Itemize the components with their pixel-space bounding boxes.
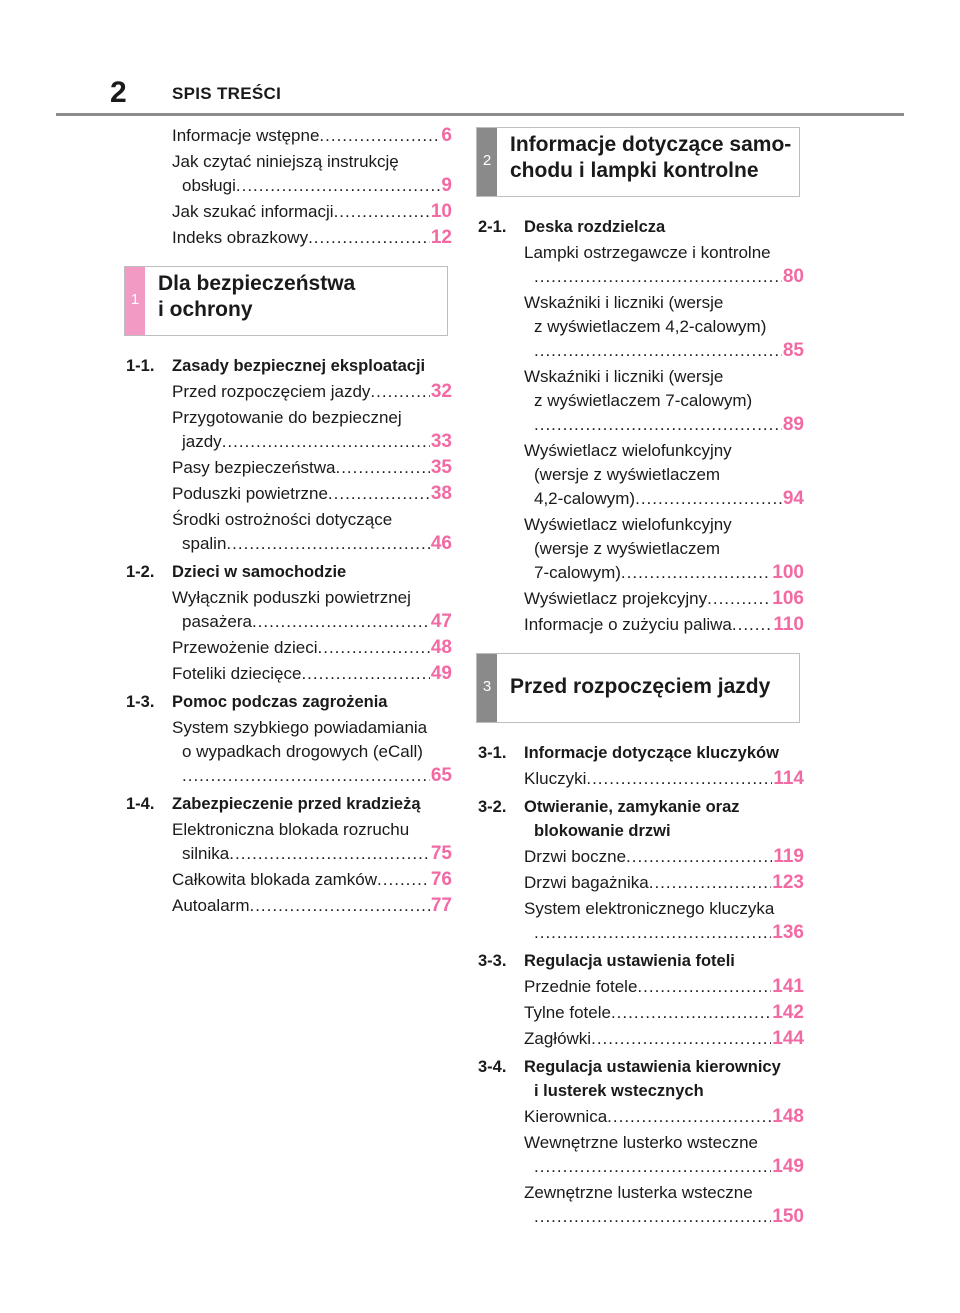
toc-entry-label: Całkowita blokada zamków <box>172 870 378 889</box>
page-link[interactable]: 123 <box>772 872 804 893</box>
toc-entry-label: Pasy bezpieczeństwa <box>172 458 336 477</box>
toc-entry-leader <box>126 868 452 892</box>
dot-leader <box>534 1155 771 1179</box>
toc-entry-label: Kierownica <box>524 1107 608 1126</box>
page-link[interactable]: 48 <box>430 637 452 658</box>
toc-entry-label: Wyświetlacz wielofunkcyjny <box>524 441 732 460</box>
dot-leader <box>308 226 430 250</box>
toc-entry-label: Lampki ostrzegawcze i kontrolne <box>524 243 771 262</box>
section-name: blokowanie drzwi <box>534 822 671 840</box>
dot-leader <box>229 842 430 866</box>
toc-entry-leader <box>478 767 804 791</box>
section-name: Informacje dotyczące kluczyków <box>524 744 779 762</box>
toc-entry[interactable] <box>126 226 452 250</box>
toc-entry[interactable] <box>478 291 804 363</box>
toc-entry-label: Poduszki powietrzne <box>172 484 328 503</box>
toc-entry-label: Jak czytać niniejszą instrukcję <box>172 152 399 171</box>
dot-leader <box>611 1001 771 1025</box>
dot-leader <box>534 413 782 437</box>
section-number: 3-3. <box>478 952 507 970</box>
toc-entry-label: silnika <box>182 844 230 863</box>
toc-entry[interactable] <box>478 365 804 437</box>
section-number: 3-4. <box>478 1058 507 1076</box>
section-name: Deska rozdzielcza <box>524 218 666 236</box>
toc-entry-label: Drzwi boczne <box>524 847 627 866</box>
section-number: 3-2. <box>478 798 507 816</box>
section-number: 1-2. <box>126 563 155 581</box>
page-link[interactable]: 76 <box>430 869 452 890</box>
toc-entry[interactable] <box>478 587 804 611</box>
section-name: Regulacja ustawienia kierownicy <box>524 1058 781 1076</box>
page-link[interactable]: 144 <box>772 1028 804 1049</box>
toc-entry-leader <box>126 842 452 866</box>
toc-entry-label: Wewnętrzne lusterko wsteczne <box>524 1133 759 1152</box>
toc-entry-label: Środki ostrożności dotyczące <box>172 510 393 529</box>
toc-entry-label: (wersje z wyświetlaczem <box>534 539 721 558</box>
page-link[interactable]: 114 <box>773 768 804 789</box>
toc-entry-label: Indeks obrazkowy <box>172 228 309 247</box>
toc-entry-leader <box>478 1155 804 1179</box>
page-link[interactable]: 75 <box>430 843 452 864</box>
chapter-title: Przed rozpoczęciem jazdy <box>510 675 771 698</box>
section-heading[interactable] <box>478 949 804 973</box>
page-link[interactable]: 6 <box>441 125 452 146</box>
dot-leader <box>319 124 440 148</box>
dot-leader <box>252 610 430 634</box>
toc-entry-leader <box>478 339 804 363</box>
page-link[interactable]: 110 <box>773 614 804 635</box>
toc-entry-leader <box>478 587 804 611</box>
toc-entry-leader <box>478 1001 804 1025</box>
toc-entry-leader <box>126 662 452 686</box>
toc-entry-leader <box>126 894 452 918</box>
dot-leader <box>182 764 430 788</box>
page-link[interactable]: 149 <box>772 1156 804 1177</box>
toc-entry-label: System szybkiego powiadamiania <box>172 718 428 737</box>
chapter-title-line: chodu i lampki kontrolne <box>510 159 759 182</box>
toc-entry-leader <box>478 1205 804 1229</box>
dot-leader <box>649 871 772 895</box>
page-link[interactable]: 85 <box>782 340 804 361</box>
toc-entry[interactable] <box>126 200 452 224</box>
toc-entry[interactable] <box>478 975 804 999</box>
section-heading[interactable] <box>126 690 452 714</box>
page-link[interactable]: 141 <box>772 976 804 997</box>
toc-entry[interactable] <box>126 586 452 634</box>
chapter-title-line: Dla bezpieczeństwa <box>158 272 356 295</box>
toc-entry-label: o wypadkach drogowych (eCall) <box>182 742 423 761</box>
toc-entry[interactable] <box>126 662 452 686</box>
toc-entry[interactable] <box>478 1181 804 1229</box>
section-name: Regulacja ustawienia foteli <box>524 952 735 970</box>
page-link[interactable]: 9 <box>441 175 452 196</box>
toc-entry-label: Elektroniczna blokada rozruchu <box>172 820 410 839</box>
toc-entry[interactable] <box>478 613 804 637</box>
toc-entry-leader <box>478 487 804 511</box>
chapter-title <box>158 271 355 323</box>
page-title: SPIS TREŚCI <box>172 84 282 103</box>
toc-entry[interactable] <box>126 716 452 788</box>
toc-entry[interactable] <box>478 1001 804 1025</box>
dot-leader <box>621 561 771 585</box>
page-link[interactable]: 148 <box>772 1106 804 1127</box>
page-link[interactable]: 142 <box>772 1002 804 1023</box>
section-heading[interactable] <box>478 795 804 843</box>
toc-entry-leader <box>126 456 452 480</box>
toc-entry-leader <box>126 482 452 506</box>
toc-entry-label: Przewożenie dzieci <box>172 638 318 657</box>
dot-leader <box>226 532 429 556</box>
section-name: i lusterek wstecznych <box>534 1082 704 1100</box>
page-link[interactable]: 94 <box>782 488 804 509</box>
page-link[interactable]: 80 <box>782 266 804 287</box>
toc-entry-label: Zewnętrzne lusterka wsteczne <box>524 1183 753 1202</box>
toc-entry[interactable] <box>126 380 452 404</box>
toc-entry-label: Wyświetlacz wielofunkcyjny <box>524 515 732 534</box>
section-heading[interactable] <box>126 792 452 816</box>
dot-leader <box>591 1027 771 1051</box>
page-link[interactable]: 77 <box>430 895 452 916</box>
toc-entry[interactable] <box>126 456 452 480</box>
toc-entry-leader <box>478 413 804 437</box>
section-heading[interactable] <box>126 354 452 378</box>
toc-entry-leader <box>478 845 804 869</box>
dot-leader <box>301 662 429 686</box>
dot-leader <box>377 868 430 892</box>
toc-entry-leader <box>126 174 452 198</box>
page-link[interactable]: 65 <box>430 765 452 786</box>
page-link[interactable]: 136 <box>772 922 804 943</box>
chapter-title-line: i ochrony <box>158 298 253 321</box>
section-name: Zabezpieczenie przed kradzieżą <box>172 795 421 813</box>
toc-entry[interactable] <box>478 513 804 585</box>
chapter-header[interactable] <box>476 653 800 723</box>
dot-leader <box>732 613 772 637</box>
toc-entry-label: Wyświetlacz projekcyjny <box>524 589 708 608</box>
page-number: 2 <box>110 76 127 109</box>
toc-entry-leader <box>126 764 452 788</box>
page-link[interactable]: 47 <box>430 611 452 632</box>
section-number: 1-3. <box>126 693 155 711</box>
toc-entry[interactable] <box>478 767 804 791</box>
section-name: Dzieci w samochodzie <box>172 563 347 581</box>
page-link[interactable]: 12 <box>430 227 452 248</box>
toc-entry-leader <box>478 1027 804 1051</box>
page-link[interactable]: 100 <box>772 562 804 583</box>
toc-entry-leader <box>126 532 452 556</box>
toc-entry-leader <box>126 610 452 634</box>
dot-leader <box>534 921 771 945</box>
toc-entry-label: Wskaźniki i liczniki (wersje <box>524 367 724 386</box>
toc-entry[interactable] <box>126 406 452 454</box>
chapter-title-line: Informacje dotyczące samo- <box>510 133 792 156</box>
toc-entry-label: z wyświetlaczem 4,2-calowym) <box>534 317 767 336</box>
toc-entry-leader <box>126 636 452 660</box>
toc-entry-leader <box>126 200 452 224</box>
toc-entry[interactable] <box>478 1105 804 1129</box>
dot-leader <box>607 1105 771 1129</box>
dot-leader <box>236 174 441 198</box>
toc-entry-label: 4,2-calowym) <box>534 489 636 508</box>
section-heading[interactable] <box>478 741 804 765</box>
dot-leader <box>637 975 771 999</box>
toc-entry-leader <box>478 561 804 585</box>
toc-entry-leader <box>478 1105 804 1129</box>
section-heading[interactable] <box>478 215 804 239</box>
section-heading[interactable] <box>478 1055 804 1103</box>
toc-entry-label: Zagłówki <box>524 1029 592 1048</box>
chapter-header[interactable] <box>124 266 448 336</box>
toc-entry-label: Wskaźniki i liczniki (wersje <box>524 293 724 312</box>
toc-entry-leader <box>478 871 804 895</box>
toc-entry-label: Wyłącznik poduszki powietrznej <box>172 588 411 607</box>
dot-leader <box>249 894 429 918</box>
toc-entry-label: pasażera <box>182 612 252 631</box>
toc-entry-leader <box>478 975 804 999</box>
dot-leader <box>707 587 771 611</box>
chapter-tab: 3 <box>477 654 497 722</box>
toc-entry[interactable] <box>126 868 452 892</box>
toc-entry[interactable] <box>478 871 804 895</box>
toc-entry-label: Kluczyki <box>524 769 587 788</box>
toc-entry[interactable] <box>126 508 452 556</box>
section-name: Pomoc podczas zagrożenia <box>172 693 388 711</box>
dot-leader <box>534 265 782 289</box>
toc-entry[interactable] <box>478 1131 804 1179</box>
toc-entry-label: Przednie fotele <box>524 977 638 996</box>
toc-entry-label: System elektronicznego kluczyka <box>524 899 775 918</box>
section-name: Zasady bezpiecznej eksploatacji <box>172 357 426 375</box>
section-name: Otwieranie, zamykanie oraz <box>524 798 740 816</box>
toc-entry[interactable] <box>126 150 452 198</box>
chapter-tab: 1 <box>125 267 145 335</box>
toc-entry-label: Informacje wstępne <box>172 126 320 145</box>
dot-leader <box>626 845 772 869</box>
page-link[interactable]: 106 <box>772 588 804 609</box>
dot-leader <box>534 339 782 363</box>
section-number: 2-1. <box>478 218 507 236</box>
toc-entry-label: Przed rozpoczęciem jazdy <box>172 382 371 401</box>
chapter-title <box>510 132 791 184</box>
toc-entry-label: jazdy <box>182 432 222 451</box>
toc-entry[interactable] <box>126 818 452 866</box>
page-link[interactable]: 119 <box>773 846 804 867</box>
toc-entry-leader <box>126 380 452 404</box>
dot-leader <box>222 430 430 454</box>
header-divider <box>56 113 904 116</box>
toc-entry-leader <box>478 265 804 289</box>
page-link[interactable]: 49 <box>430 663 452 684</box>
toc-entry-leader <box>126 124 452 148</box>
section-number: 3-1. <box>478 744 507 762</box>
section-heading[interactable] <box>126 560 452 584</box>
toc-entry[interactable] <box>126 124 452 148</box>
dot-leader <box>534 1205 771 1229</box>
toc-entry-label: Tylne fotele <box>524 1003 611 1022</box>
chapter-header[interactable] <box>476 127 800 197</box>
toc-entry-label: z wyświetlaczem 7-calowym) <box>534 391 753 410</box>
toc-entry-label: Jak szukać informacji <box>172 202 334 221</box>
toc-right-column <box>478 127 804 1231</box>
page-link[interactable]: 89 <box>782 414 804 435</box>
toc-entry-label: Drzwi bagażnika <box>524 873 649 892</box>
dot-leader <box>586 767 772 791</box>
toc-entry-label: Foteliki dziecięce <box>172 664 302 683</box>
page-link[interactable]: 150 <box>772 1206 804 1227</box>
toc-entry-leader <box>126 226 452 250</box>
section-number: 1-4. <box>126 795 155 813</box>
toc-entry-leader <box>478 921 804 945</box>
page-link[interactable]: 35 <box>430 457 452 478</box>
toc-entry-label: 7-calowym) <box>534 563 621 582</box>
toc-entry[interactable] <box>478 845 804 869</box>
toc-entry-label: obsługi <box>182 176 236 195</box>
toc-entry[interactable] <box>126 894 452 918</box>
toc-left-column <box>126 124 452 920</box>
page-link[interactable]: 46 <box>430 533 452 554</box>
dot-leader <box>318 636 430 660</box>
section-number: 1-1. <box>126 357 155 375</box>
page-link[interactable]: 10 <box>430 201 452 222</box>
page-link[interactable]: 38 <box>430 483 452 504</box>
toc-entry-label: (wersje z wyświetlaczem <box>534 465 721 484</box>
dot-leader <box>335 456 429 480</box>
page-link[interactable]: 33 <box>430 431 452 452</box>
toc-entry-label: Informacje o zużyciu paliwa <box>524 615 732 634</box>
chapter-tab: 2 <box>477 128 497 196</box>
toc-entry-leader <box>478 613 804 637</box>
page-link[interactable]: 32 <box>430 381 452 402</box>
toc-entry-label: Autoalarm <box>172 896 250 915</box>
toc-entry[interactable] <box>478 439 804 511</box>
toc-entry[interactable] <box>126 482 452 506</box>
toc-entry[interactable] <box>478 1027 804 1051</box>
toc-entry-label: Przygotowanie do bezpiecznej <box>172 408 402 427</box>
dot-leader <box>635 487 782 511</box>
toc-entry-leader <box>126 430 452 454</box>
toc-entry[interactable] <box>478 897 804 945</box>
dot-leader <box>334 200 430 224</box>
toc-entry[interactable] <box>126 636 452 660</box>
dot-leader <box>328 482 430 506</box>
toc-entry-label: spalin <box>182 534 227 553</box>
toc-entry[interactable] <box>478 241 804 289</box>
dot-leader <box>370 380 429 404</box>
